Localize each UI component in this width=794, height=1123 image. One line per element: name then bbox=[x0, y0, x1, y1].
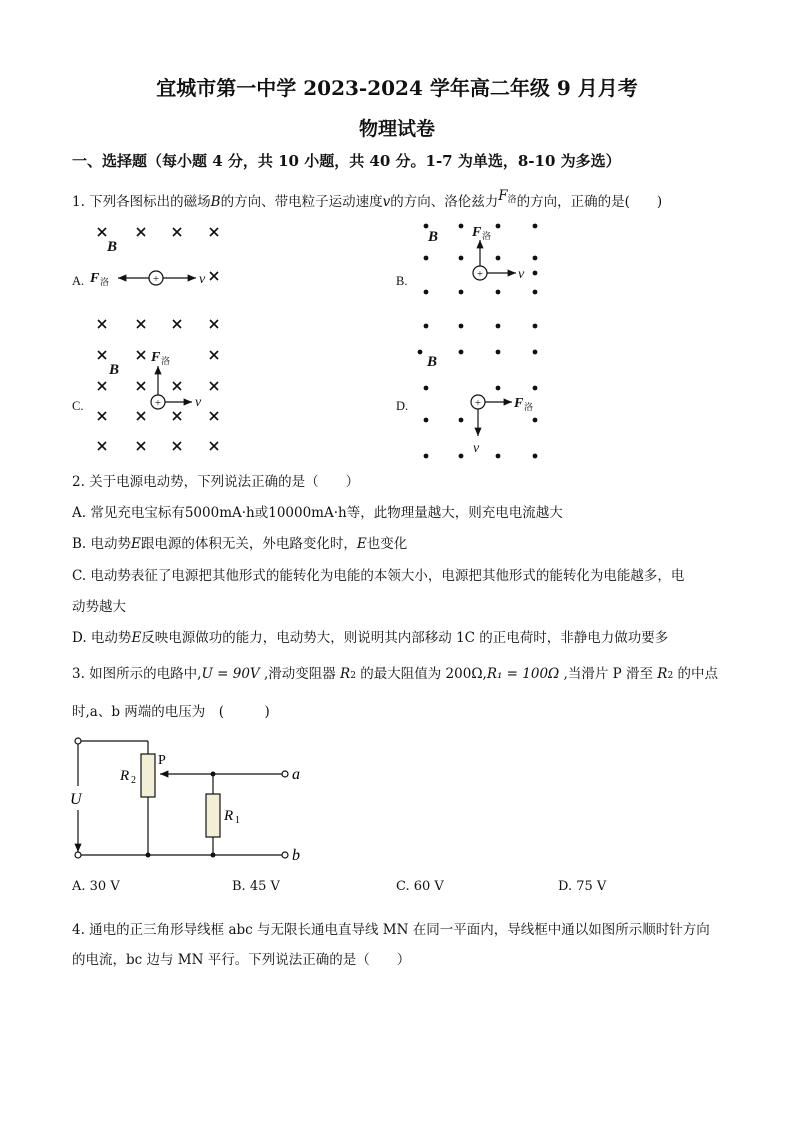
exam-title: 宜城市第一中学 2023-2024 学年高二年级 9 月月考 bbox=[156, 76, 638, 100]
svg-text:B: B bbox=[427, 354, 438, 370]
question-2-option-a: A. 常见充电宝标有5000mA·h或10000mA·h等，此物理量越大，则充电电流越大 bbox=[72, 505, 563, 521]
resistor-r2 bbox=[141, 754, 155, 797]
question-2-option-c-line2: 动势越大 bbox=[72, 599, 126, 615]
junction-2 bbox=[211, 853, 216, 858]
question-2-stem: 2. 关于电源电动势，下列说法正确的是（ ） bbox=[72, 474, 360, 490]
figure-b bbox=[396, 224, 537, 295]
question-2-option-c-line1: C. 电动势表征了电源把其他形式的能转化为电能的本领大小，电源把其他形式的能转化为电能越多，电 bbox=[72, 568, 685, 584]
svg-text:+: + bbox=[476, 268, 484, 280]
svg-text:a: a bbox=[292, 766, 300, 783]
svg-text:2: 2 bbox=[131, 775, 136, 786]
svg-text:F: F bbox=[514, 396, 524, 411]
field-label-a: B bbox=[107, 239, 118, 255]
section-heading: 一、选择题（每小题 4 分，共 10 小题，共 40 分。1-7 为单选，8-10 为多选） bbox=[72, 152, 621, 170]
svg-text:F: F bbox=[151, 350, 161, 365]
svg-text:+: + bbox=[152, 273, 160, 285]
question-4-line1: 4. 通电的正三角形导线框 abc 与无限长通电直导线 MN 在同一平面内，导线框中通以如图所示顺时针方向 bbox=[72, 922, 710, 938]
option-d-label: D. bbox=[396, 399, 409, 413]
svg-text:P: P bbox=[158, 753, 166, 768]
svg-text:洛: 洛 bbox=[482, 231, 492, 241]
junction-1 bbox=[146, 853, 151, 858]
question-2-option-d: D. 电动势E反映电源做功的能力，电动势大，则说明其内部移动 1C 的正电荷时，非静电力做功要多 bbox=[72, 630, 669, 646]
exam-subtitle: 物理试卷 bbox=[358, 118, 435, 140]
question-3-line1: 3. 如图所示的电路中,U = 90V ,滑动变阻器 R2 的最大阻值为 200Ω,R₁ = 100Ω ,当滑片 P 滑至 R2 的中点 bbox=[72, 666, 718, 682]
question-3-line2: 时,a、b 两端的电压为 ( ) bbox=[72, 704, 270, 720]
question-3-circuit bbox=[0, 730, 794, 870]
question-3-option-d: D. 75 V bbox=[558, 879, 607, 894]
svg-text:v: v bbox=[195, 395, 202, 410]
terminal-b bbox=[282, 852, 288, 858]
figure-d bbox=[396, 324, 537, 459]
svg-text:洛: 洛 bbox=[100, 277, 110, 287]
question-3-option-b: B. 45 V bbox=[232, 879, 280, 894]
question-4-line2: 的电流，bc 边与 MN 平行。下列说法正确的是（ ） bbox=[72, 952, 411, 968]
svg-text:洛: 洛 bbox=[524, 402, 534, 412]
svg-text:F: F bbox=[90, 271, 100, 286]
svg-text:+: + bbox=[474, 397, 482, 409]
svg-text:F: F bbox=[472, 225, 482, 240]
svg-text:洛: 洛 bbox=[161, 356, 171, 366]
terminal-top-left bbox=[75, 738, 81, 744]
svg-text:R: R bbox=[120, 768, 130, 784]
junction-3 bbox=[211, 772, 216, 777]
svg-text:v: v bbox=[199, 272, 206, 287]
question-2-option-b: B. 电动势E跟电源的体积无关，外电路变化时，E也变化 bbox=[72, 536, 408, 552]
svg-text:+: + bbox=[154, 397, 162, 409]
svg-text:b: b bbox=[292, 847, 300, 864]
option-a-label: A. bbox=[72, 274, 85, 288]
svg-text:v: v bbox=[518, 267, 525, 282]
svg-text:R: R bbox=[224, 808, 234, 824]
figure-c bbox=[72, 350, 218, 450]
question-1-stem: 1. 下列各图标出的磁场B的方向、带电粒子运动速度v的方向、洛伦兹力$F^洛$的方向，正确的是( ) bbox=[72, 188, 663, 210]
resistor-r1 bbox=[206, 794, 220, 837]
question-3-option-a: A. 30 V bbox=[72, 879, 120, 894]
svg-text:B: B bbox=[428, 229, 439, 245]
svg-text:B: B bbox=[109, 362, 120, 378]
question-1-figures bbox=[0, 0, 794, 470]
svg-text:1: 1 bbox=[235, 815, 240, 826]
terminal-bottom-left bbox=[75, 852, 81, 858]
svg-text:v: v bbox=[473, 441, 480, 456]
terminal-a bbox=[282, 771, 288, 777]
question-3-option-c: C. 60 V bbox=[396, 879, 444, 894]
svg-text:U: U bbox=[70, 791, 82, 808]
option-c-label: C. bbox=[72, 399, 84, 413]
figure-a bbox=[72, 228, 218, 328]
dot-grid-d bbox=[418, 324, 538, 459]
option-b-label: B. bbox=[396, 274, 408, 288]
